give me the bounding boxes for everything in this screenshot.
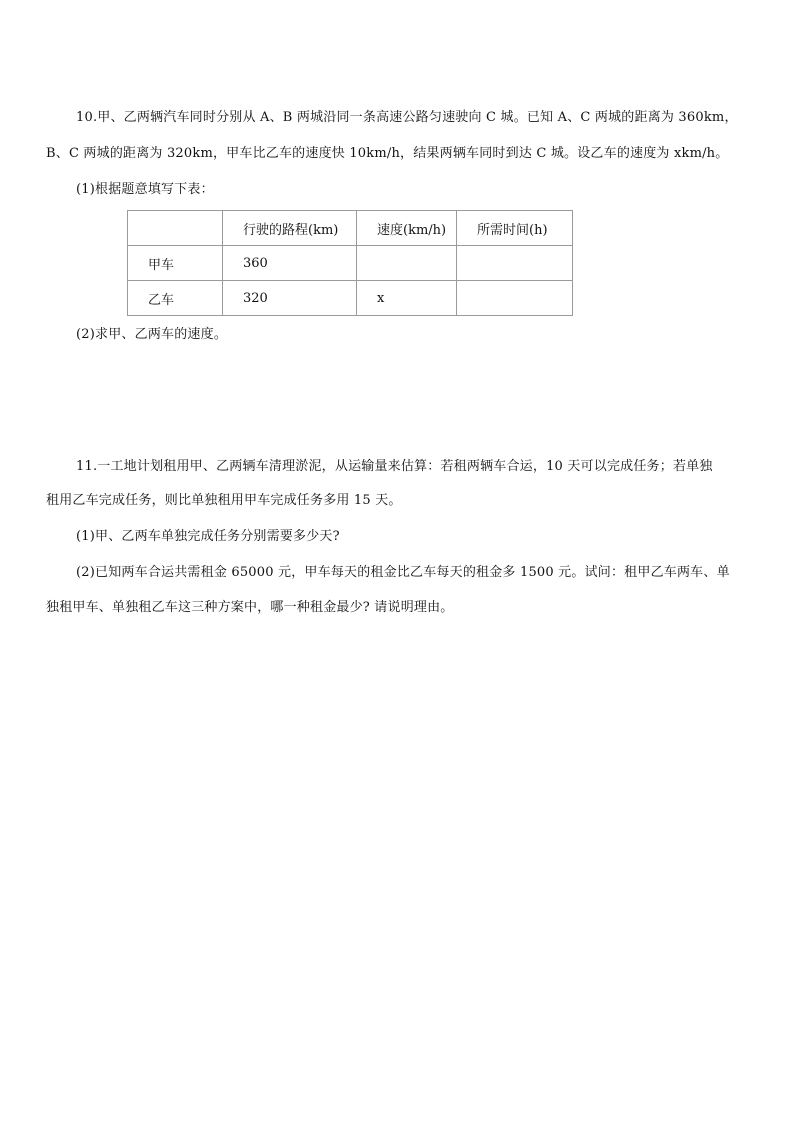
speed-cell: x xyxy=(357,281,457,316)
table-header-row xyxy=(128,211,573,246)
problem11-part1: (1)甲、乙两车单独完成任务分别需要多少天? xyxy=(76,529,340,544)
fill-in-table xyxy=(127,210,573,316)
table-header-cell xyxy=(128,211,223,246)
row-label-cell: 乙车 xyxy=(128,281,223,316)
distance-cell: 320 xyxy=(223,281,357,316)
problem10-part2: (2)求甲、乙两车的速度。 xyxy=(76,327,228,342)
time-cell xyxy=(457,281,573,316)
problem11-line2: 租用乙车完成任务，则比单独租用甲车完成任务多用 15 天。 xyxy=(46,493,402,508)
table-header-cell: 行驶的路程(km) xyxy=(223,211,357,246)
table-row xyxy=(128,281,573,316)
table-header-cell: 所需时间(h) xyxy=(457,211,573,246)
table-row xyxy=(128,246,573,281)
problem11-line1: 11.一工地计划租用甲、乙两辆车清理淤泥，从运输量来估算：若租两辆车合运，10 天可以完成任务；若单独 xyxy=(76,459,713,474)
distance-cell: 360 xyxy=(223,246,357,281)
problem10-part1: (1)根据题意填写下表： xyxy=(76,182,214,197)
problem10-line1: 10.甲、乙两辆汽车同时分别从 A、B 两城沿同一条高速公路匀速驶向 C 城。已知 A、C 两城的距离为 360km， xyxy=(76,110,738,125)
problem10-line2: B、C 两城的距离为 320km，甲车比乙车的速度快 10km/h，结果两辆车同时到达 C 城。设乙车的速度为 xkm/h。 xyxy=(46,146,729,161)
problem11-part2-line1: (2)已知两车合运共需租金 65000 元，甲车每天的租金比乙车每天的租金多 1500 元。试问：租甲乙车两车、单 xyxy=(76,565,730,580)
time-cell xyxy=(457,246,573,281)
row-label-cell: 甲车 xyxy=(128,246,223,281)
table-header-cell: 速度(km/h) xyxy=(357,211,457,246)
problem11-part2-line2: 独租甲车、单独租乙车这三种方案中，哪一种租金最少? 请说明理由。 xyxy=(46,600,454,615)
speed-cell xyxy=(357,246,457,281)
